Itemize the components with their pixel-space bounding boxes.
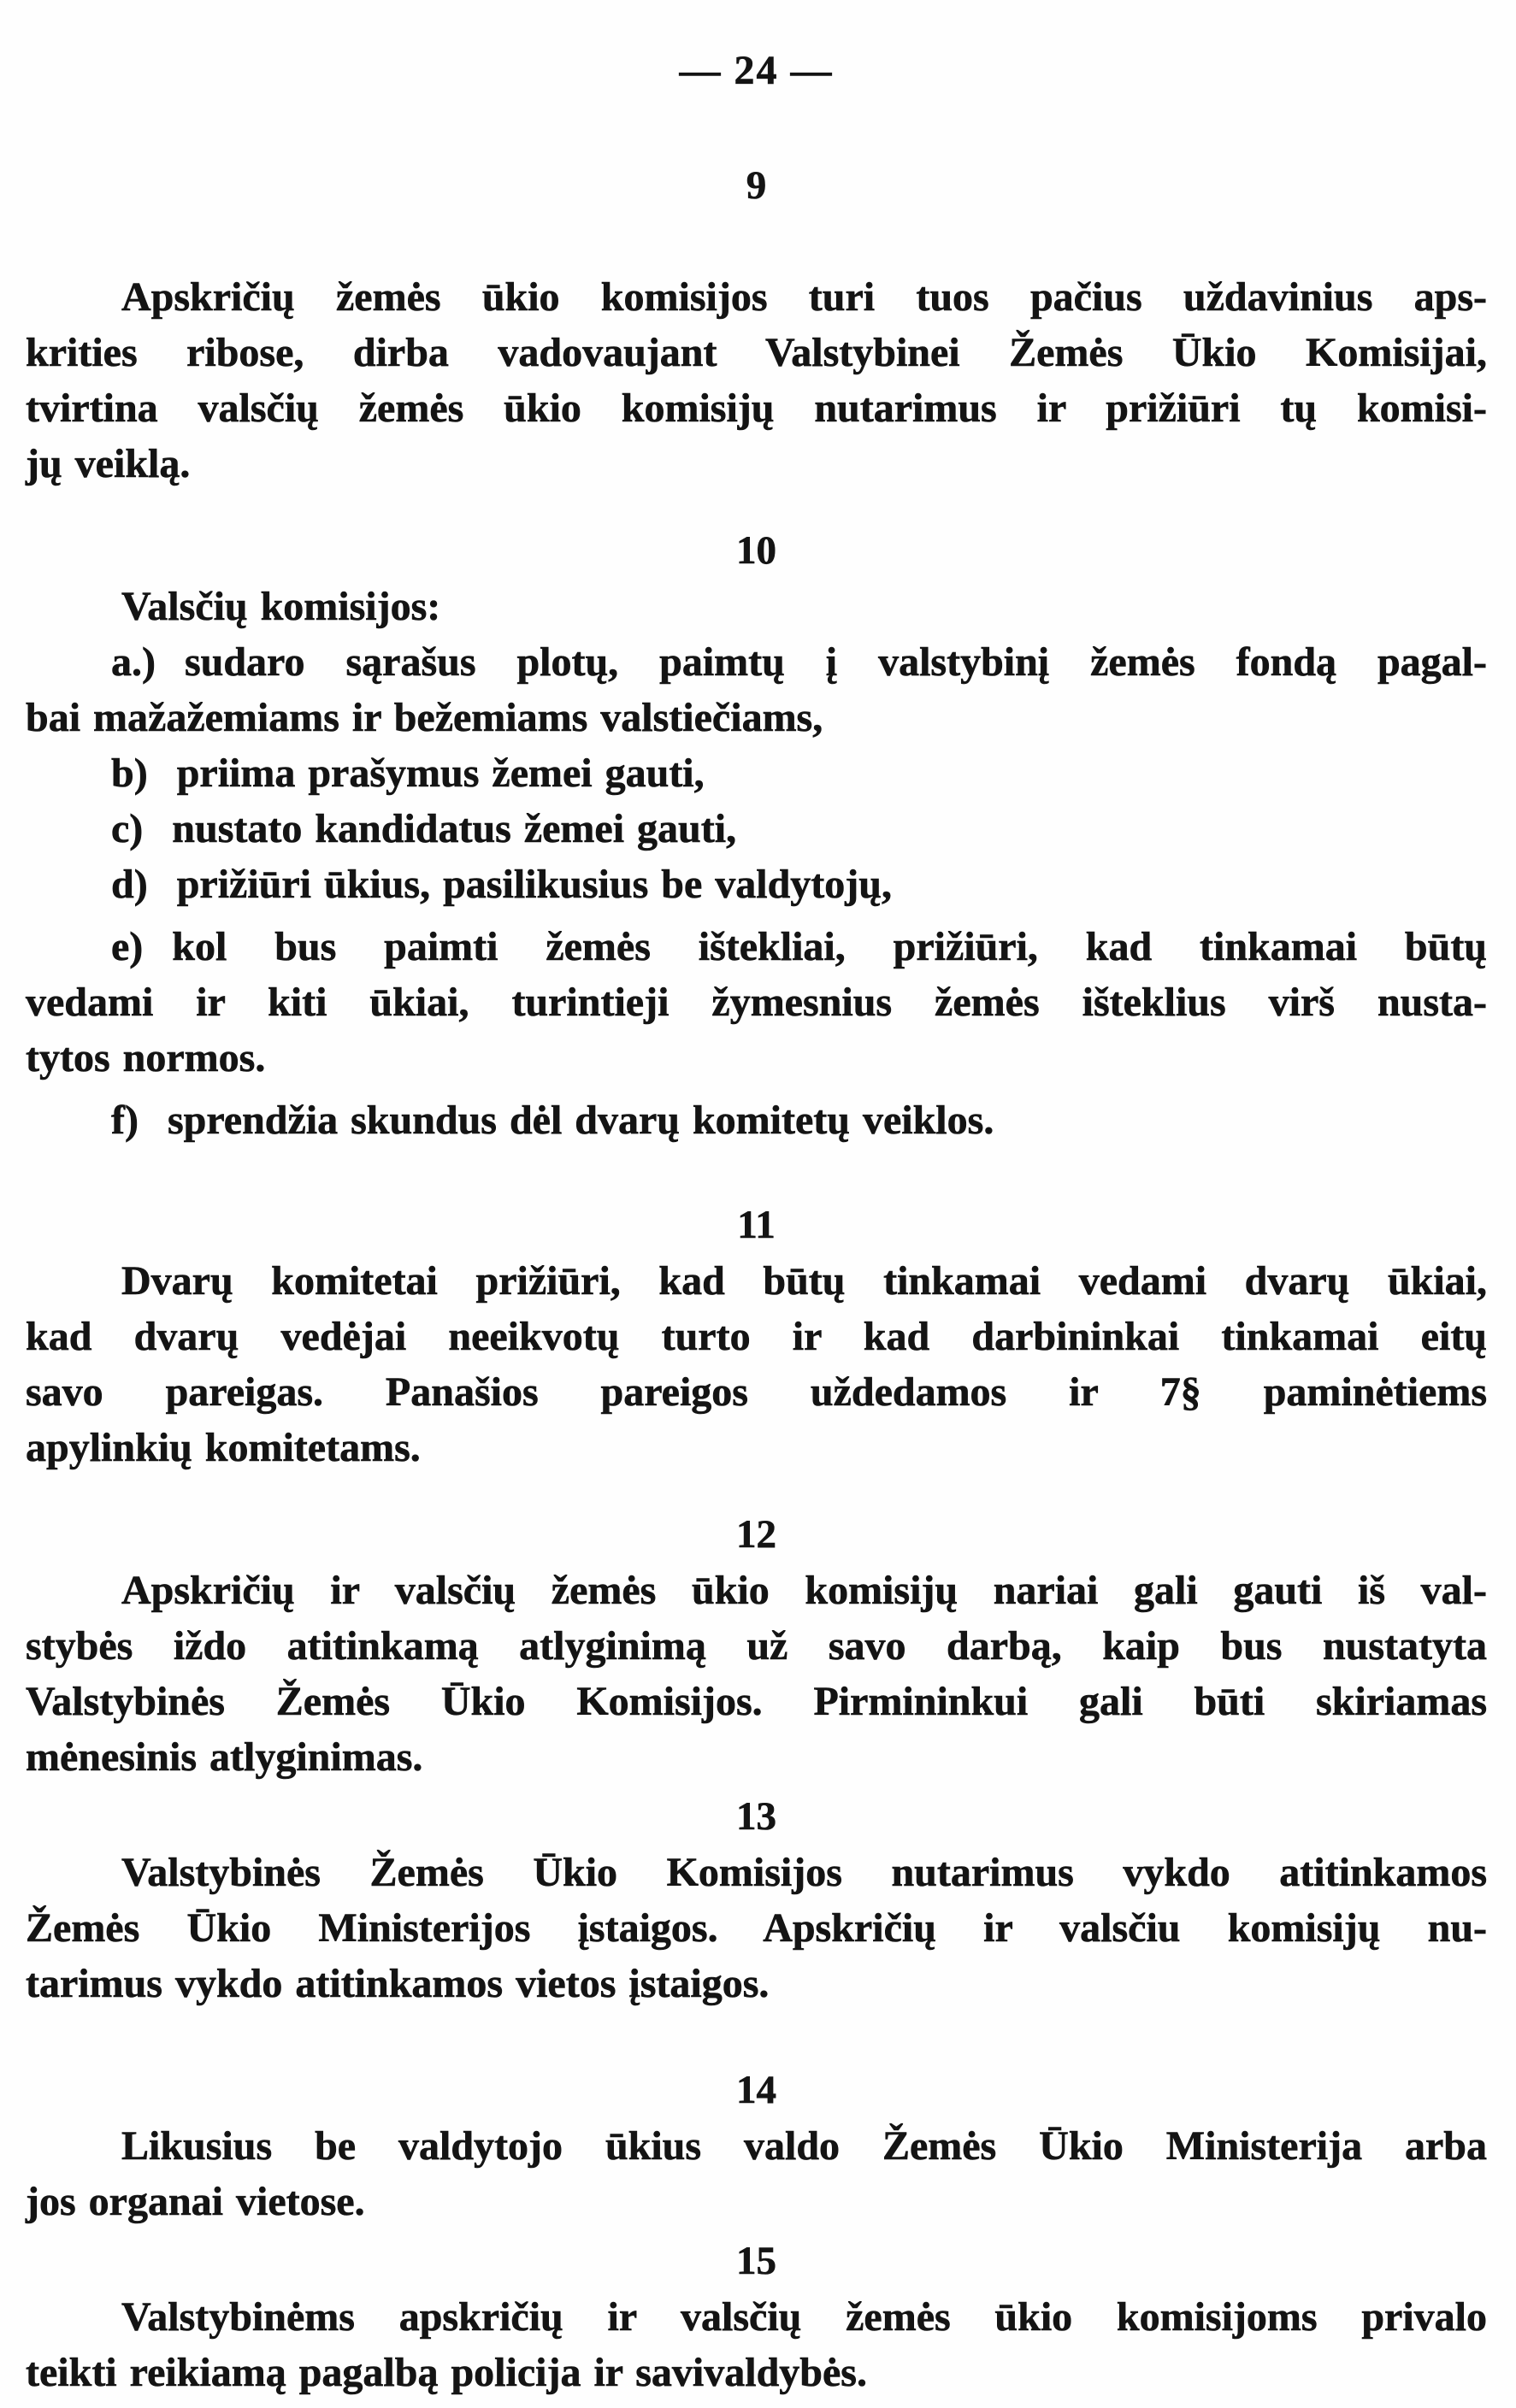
text-line: mėnesinis atlyginimas. <box>26 1734 423 1780</box>
text-line: Valsčių komisijos: <box>121 584 441 629</box>
list-item-label: b) <box>111 751 148 796</box>
text-line: a.) sudaro sąrašus plotų, paimtų į valstybinį žemės fondą pagal- <box>26 634 1487 690</box>
section-number: 10 <box>736 528 776 573</box>
text-line: kad dvarų vedėjai neeikvotų turto ir kad darbininkai tinkamai eitų <box>26 1314 1487 1359</box>
list-item-label: c) <box>111 806 144 851</box>
list-item-label: e) <box>111 924 144 969</box>
text-line: krities ribose, dirba vadovaujant Valstybinei Žemės Ūkio Komisijai, <box>26 330 1487 375</box>
text-line: apylinkių komitetams. <box>26 1425 421 1470</box>
text-line: b) priima prašymus žemei gauti, <box>26 745 1487 801</box>
text-line: d) prižiūri ūkius, pasilikusius be valdytojų, <box>26 857 1487 912</box>
text-line: Žemės Ūkio Ministerijos įstaigos. Apskričių ir valsčiu komisijų nu- <box>26 1905 1487 1951</box>
list-item-label: f) <box>111 1098 139 1143</box>
text-line: tarimus vykdo atitinkamos vietos įstaigos. <box>26 1961 770 2006</box>
section-number: 14 <box>736 2068 776 2112</box>
text-line: savo pareigas. Panašios pareigos uždedamos ir 7§ paminėtiems <box>26 1369 1487 1415</box>
text-line: Valstybinės Žemės Ūkio Komisijos. Pirmininkui gali būti skiriamas <box>26 1679 1487 1724</box>
paragraph <box>26 2289 1487 2400</box>
paragraph <box>26 1253 1487 1475</box>
section-number: 9 <box>746 163 767 208</box>
list-item <box>26 1092 1487 1148</box>
text-line: vedami ir kiti ūkiai, turintieji žymesnius žemės išteklius virš nusta- <box>26 980 1487 1025</box>
text-line: Apskričių ir valsčių žemės ūkio komisijų nariai gali gauti iš val- <box>121 1568 1487 1613</box>
text-line: teikti reikiamą pagalbą policija ir savivaldybės. <box>26 2350 867 2395</box>
text-line: jų veiklą. <box>26 441 191 486</box>
list-item <box>26 745 1487 801</box>
list-item <box>26 634 1487 745</box>
paragraph <box>26 579 1487 634</box>
section-number: 11 <box>737 1203 776 1247</box>
paragraph <box>26 1563 1487 1785</box>
list-item <box>26 801 1487 857</box>
paragraph <box>26 1845 1487 2011</box>
text-line: tytos normos. <box>26 1035 266 1080</box>
section-number: 13 <box>736 1794 776 1839</box>
text-line: Valstybinės Žemės Ūkio Komisijos nutarimus vykdo atitinkamos <box>121 1850 1487 1895</box>
text-line: bai mažažemiams ir bežemiams valstiečiams, <box>26 695 823 740</box>
text-line: e) kol bus paimti žemės ištekliai, prižiūri, kad tinkamai būtų <box>26 919 1487 974</box>
list-item <box>26 919 1487 1086</box>
text-line: tvirtina valsčių žemės ūkio komisijų nutarimus ir prižiūri tų komisi- <box>26 386 1487 431</box>
list-item <box>26 857 1487 912</box>
text-line: jos organai vietose. <box>26 2179 365 2224</box>
text-line: stybės iždo atitinkamą atlyginimą už savo darbą, kaip bus nustatyta <box>26 1623 1487 1669</box>
section-number: 15 <box>736 2239 776 2283</box>
text-line: Apskričių žemės ūkio komisijos turi tuos pačius uždavinius aps- <box>121 274 1487 320</box>
paragraph <box>26 269 1487 492</box>
text-line: Valstybinėms apskričių ir valsčių žemės ūkio komisijoms privalo <box>121 2294 1487 2340</box>
text-line: Likusius be valdytojo ūkius valdo Žemės Ūkio Ministerija arba <box>121 2123 1487 2169</box>
text-line: f) sprendžia skundus dėl dvarų komitetų veiklos. <box>26 1092 1487 1148</box>
list-item-label: d) <box>111 862 148 907</box>
section-number: 12 <box>736 1512 776 1557</box>
page-number: — 24 — <box>679 48 834 93</box>
paragraph <box>26 2118 1487 2229</box>
list-item-label: a.) <box>111 639 156 685</box>
document-sections <box>26 158 1487 2400</box>
text-line: c) nustato kandidatus žemei gauti, <box>26 801 1487 857</box>
text-line: Dvarų komitetai prižiūri, kad būtų tinkamai vedami dvarų ūkiai, <box>121 1258 1487 1304</box>
